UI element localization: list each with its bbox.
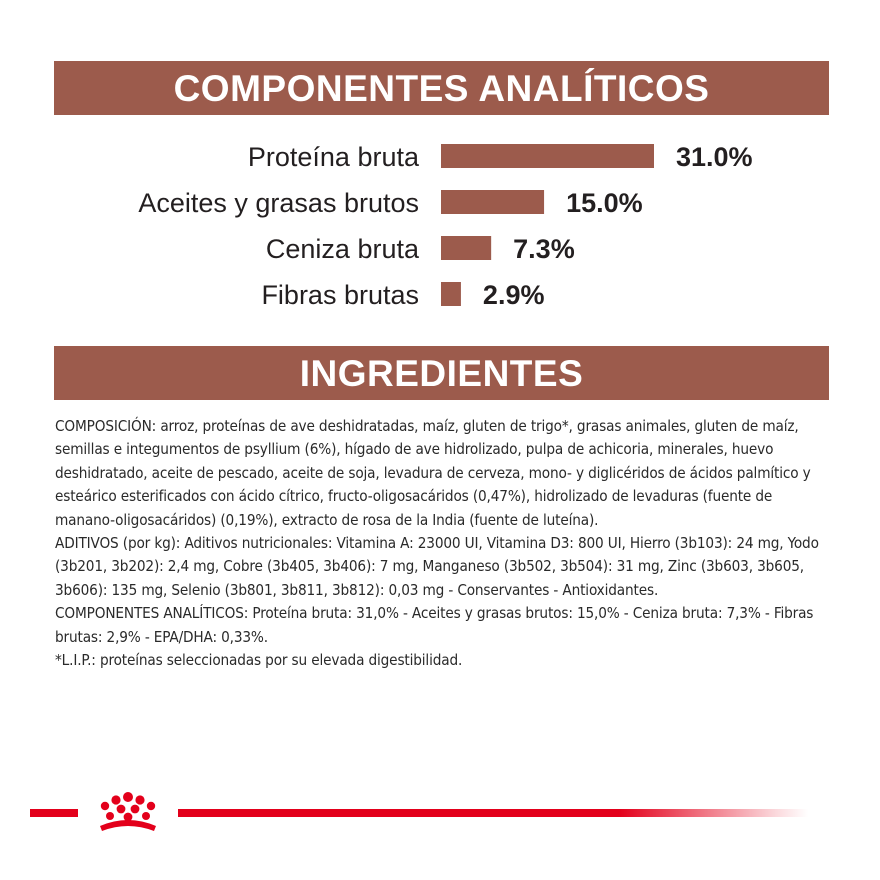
value-label: 2.9% [482, 280, 545, 310]
category-label: Fibras brutas [261, 280, 419, 310]
footer-line-left [30, 809, 78, 817]
royal-canin-crown-logo-icon [88, 790, 168, 836]
bar [441, 144, 654, 168]
value-label: 15.0% [566, 188, 643, 218]
bar [441, 282, 461, 306]
composition-paragraph: COMPOSICIÓN: arroz, proteínas de ave deshidratadas, maíz, gluten de trigo*, grasas animales, gluten de maíz, semillas e integumentos de psyllium (6%), hígado de ave hidrolizado, pulpa de achicoria, minerales, huevo deshidratado, aceite de pescado, aceite de soja, levadura de cerveza, mono- y diglicéridos de ácidos palmítico y esteárico esterificados con ácido cítrico, fructo-oligosacáridos (0,47%), hidrolizado de levaduras (fuente de manano-oligosacáridos) (0,19%), extracto de rosa de la India (fuente de luteína). [55, 417, 811, 529]
value-label: 31.0% [676, 142, 753, 172]
bar [441, 190, 544, 214]
footnote-paragraph: *L.I.P.: proteínas seleccionadas por su elevada digestibilidad. [55, 651, 463, 670]
footer-brand-bar [30, 790, 830, 840]
additives-paragraph: ADITIVOS (por kg): Aditivos nutricionales: Vitamina A: 23000 UI, Vitamina D3: 800 UI, Hierro (3b103): 24 mg, Yodo (3b201, 3b202): 2,4 mg, Cobre (3b405, 3b406): 7 mg, Manganeso (3b502, 3b504): 31 mg, Zinc (3b603, 3b605, 3b606): 135 mg, Selenio (3b801, 3b811, 3b812): 0,03 mg - Conservantes - Antioxidantes. [55, 534, 819, 599]
bar [441, 236, 491, 260]
value-label: 7.3% [513, 234, 575, 264]
category-label: Ceniza bruta [265, 234, 419, 264]
analytical-components-title: COMPONENTES ANALÍTICOS [54, 61, 829, 115]
analytical-bar-chart [0, 130, 880, 330]
analytical-paragraph: COMPONENTES ANALÍTICOS: Proteína bruta: 31,0% - Aceites y grasas brutos: 15,0% - Ceniza bruta: 7,3% - Fibras brutas: 2,9% - EPA/DHA: 0,33%. [55, 604, 814, 646]
footer-line-right [178, 809, 808, 817]
ingredients-text [55, 415, 835, 672]
ingredients-title: INGREDIENTES [54, 346, 829, 400]
category-label: Proteína bruta [247, 142, 419, 172]
category-label: Aceites y grasas brutos [138, 188, 419, 218]
